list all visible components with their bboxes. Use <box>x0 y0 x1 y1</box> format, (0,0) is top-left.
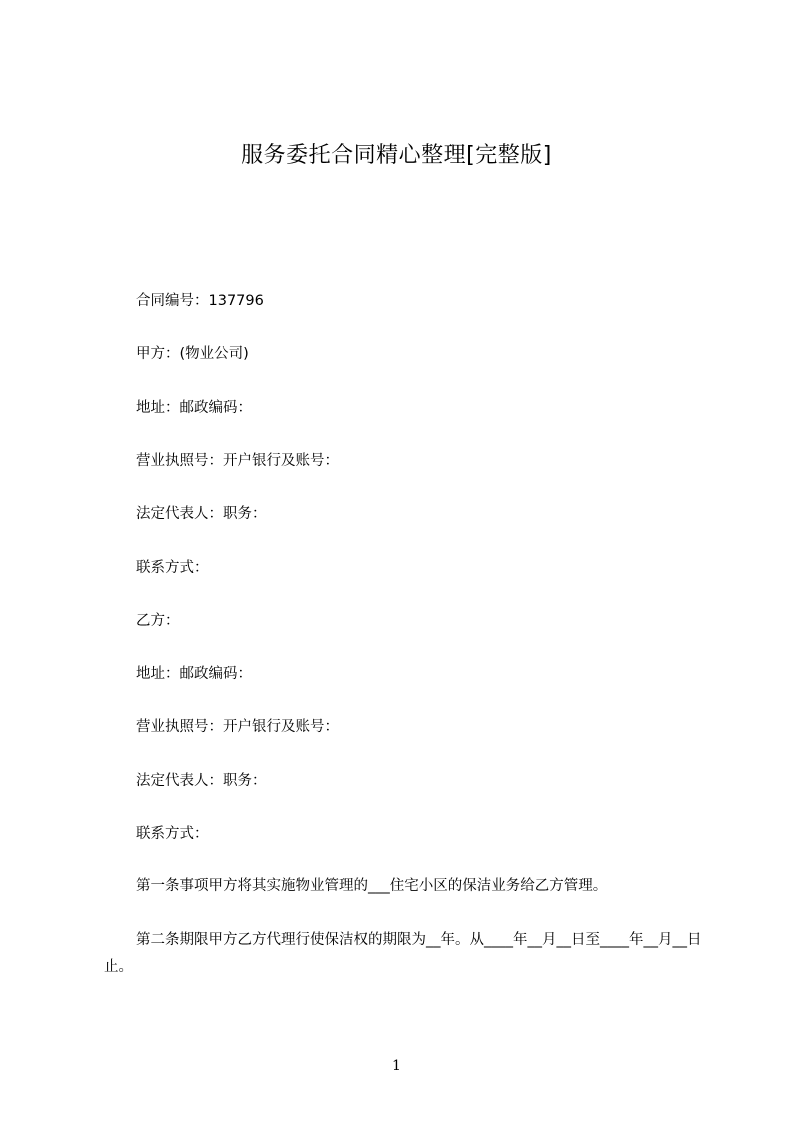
party-b-address-field: 地址：邮政编码： <box>136 666 252 682</box>
clause-1-paragraph: 第一条事项甲方将其实施物业管理的___住宅小区的保洁业务给乙方管理。 <box>136 878 608 894</box>
contract-number-field: 合同编号：137796 <box>136 293 264 309</box>
document-title: 服务委托合同精心整理[完整版] <box>241 143 552 168</box>
clause-2-paragraph: 第二条期限甲方乙方代理行使保洁权的期限为__年。从____年__月__日至____年__月__日止。 <box>104 932 702 975</box>
party-a-representative-field: 法定代表人：职务： <box>136 506 267 522</box>
party-a-license-field: 营业执照号：开户银行及账号： <box>136 453 339 469</box>
party-b-field: 乙方： <box>136 613 180 629</box>
party-b-representative-field: 法定代表人：职务： <box>136 773 267 789</box>
party-a-address-field: 地址：邮政编码： <box>136 400 252 416</box>
party-a-field: 甲方：(物业公司) <box>136 346 249 362</box>
party-a-contact-field: 联系方式： <box>136 560 209 576</box>
party-b-license-field: 营业执照号：开户银行及账号： <box>136 719 339 735</box>
party-b-contact-field: 联系方式： <box>136 826 209 842</box>
page-number: 1 <box>392 1058 401 1074</box>
